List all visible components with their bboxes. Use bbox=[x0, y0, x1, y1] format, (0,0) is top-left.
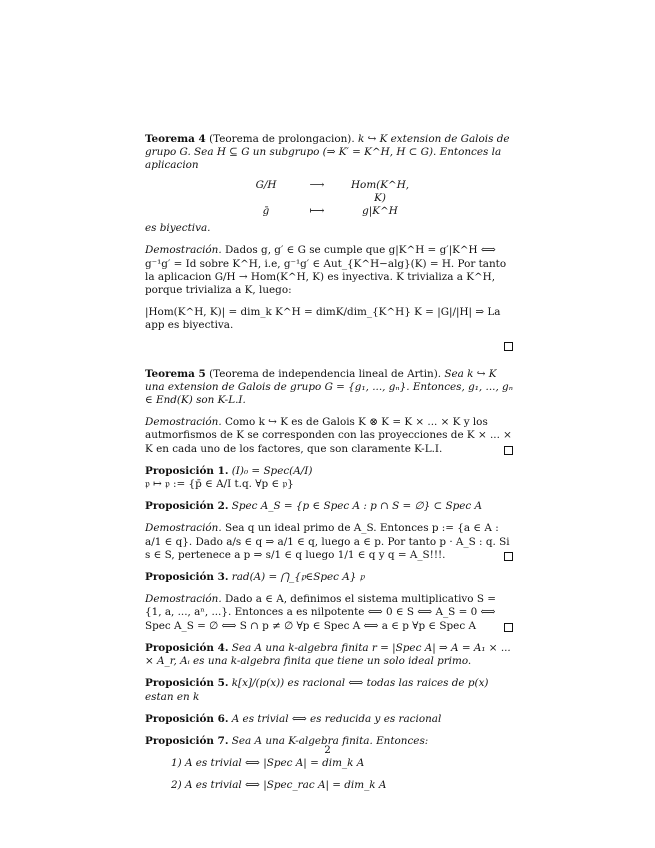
proof-2-lead: Demostración. bbox=[145, 522, 222, 535]
proposition-5-head: Proposición 5. bbox=[145, 677, 229, 690]
theorem-5-head: Teorema 5 bbox=[145, 367, 206, 380]
proposition-1-head: Proposición 1. bbox=[145, 464, 229, 477]
theorem-4-tail: es biyectiva. bbox=[145, 222, 211, 235]
theorem-4-statement: k ↪ K extension de Galois de grupo G. Sea H ⊆ G un subgrupo (⇒ K′ = K^H, H ⊂ G). Entonces la aplicacion bbox=[145, 133, 510, 172]
proposition-2 bbox=[145, 500, 513, 513]
proof-4-text: Dados g, g′ ∈ G se cumple que g|K^H = g′|K^H ⟺ g⁻¹g′ = Id sobre K^H, i.e, g⁻¹g′ ∈ Aut_{K^H−alg}(K) = H. Por tanto la aplicacion G/H → Hom(K^H, K) es inyectiva. K trivializa a K^H, porque trivializa a K, luego: bbox=[145, 244, 507, 297]
page-body bbox=[145, 133, 513, 793]
proof-2-text: Sea q un ideal primo de A_S. Entonces p := {a ∈ A : a/1 ∈ q}. Dado a/s ∈ q ⇒ a/1 ∈ q, luego a ∈ p. Por tanto p · A_S : q. Si s ∈ S, pertenece a p ⇒ s/1 ∈ q luego 1/1 ∈ q y q = A_S!!!. bbox=[145, 522, 510, 561]
proposition-3 bbox=[145, 571, 513, 584]
proposition-6-head: Proposición 6. bbox=[145, 712, 229, 725]
map-element: ḡ bbox=[262, 205, 270, 218]
proof-5-lead: Demostración. bbox=[145, 416, 222, 429]
map-arrow: ⟶ bbox=[309, 178, 325, 191]
proof-5 bbox=[145, 416, 513, 456]
proof-4 bbox=[145, 244, 513, 297]
proposition-7-item-1: 1) A es trivial ⟺ |Spec A| = dim_k A bbox=[171, 757, 365, 770]
page-number: 2 bbox=[324, 744, 331, 756]
qed-icon bbox=[504, 342, 513, 351]
proposition-2-head: Proposición 2. bbox=[145, 500, 229, 513]
proposition-4 bbox=[145, 642, 513, 668]
proposition-7-statement: Sea A una K-algebra finita. Entonces: bbox=[231, 734, 429, 747]
proposition-6-statement: A es trivial ⟺ es reducida y es racional bbox=[231, 712, 442, 725]
proof-4-equation: |Hom(K^H, K)| = dim_k K^H = dimK/dim_{K^H} K = |G|/|H| ⇒ La app es biyectiva. bbox=[145, 306, 501, 332]
map-codomain: Hom(K^H, K) bbox=[351, 178, 410, 204]
theorem-4 bbox=[145, 133, 513, 173]
proposition-7-head: Proposición 7. bbox=[145, 734, 229, 747]
proposition-2-statement: Spec A_S = {p ∈ Spec A : p ∩ S = ∅} ⊂ Spec A bbox=[231, 500, 483, 513]
proposition-1 bbox=[145, 465, 513, 491]
theorem-4-title: (Teorema de prolongacion). bbox=[209, 133, 355, 145]
proposition-5-statement: k[x]/(p(x)) es racional ⟺ todas las raices de p(x) estan en k bbox=[145, 677, 489, 703]
theorem-5-statement: Sea k ↪ K una extension de Galois de grupo G = {g₁, ..., gₙ}. Entonces, g₁, ..., gₙ ∈ End(K) son K-L.I. bbox=[145, 367, 513, 407]
map-maps-to: ⟼ bbox=[309, 205, 325, 218]
proposition-3-statement: rad(A) = ⋂_{𝔭∈Spec A} 𝔭 bbox=[231, 571, 365, 584]
proof-5-text: Como k ↪ K es de Galois K ⊗ K = K × ... × K y los autmorfismos de K se corresponden con las proyecciones de K × ... × K en cada uno de los factores, que son claramente K-L.I. bbox=[145, 416, 512, 455]
theorem-5 bbox=[145, 368, 513, 408]
theorem-4-map bbox=[145, 179, 513, 219]
proposition-5 bbox=[145, 677, 513, 703]
proof-4-lead: Demostración. bbox=[145, 244, 222, 257]
map-domain: G/H bbox=[255, 178, 277, 191]
proof-2 bbox=[145, 522, 513, 562]
proof-3-text: Dado a ∈ A, definimos el sistema multiplicativo S = {1, a, ..., aⁿ, ...}. Entonces a es nilpotente ⟺ 0 ∈ S ⟺ A_S = 0 ⟺ Spec A_S = ∅ ⟺ S ∩ p ≠ ∅ ∀p ∈ Spec A ⟺ a ∈ p ∀p ∈ Spec A bbox=[145, 593, 496, 632]
proposition-3-head: Proposición 3. bbox=[145, 571, 229, 584]
theorem-4-head: Teorema 4 bbox=[145, 133, 206, 145]
qed-icon bbox=[504, 623, 513, 632]
qed-icon bbox=[504, 446, 513, 455]
proposition-4-head: Proposición 4. bbox=[145, 641, 229, 654]
proof-3 bbox=[145, 593, 513, 633]
qed-icon bbox=[504, 552, 513, 561]
proposition-7-item-2: 2) A es trivial ⟺ |Spec_rac A| = dim_k A bbox=[171, 779, 387, 792]
proposition-1-line-2: 𝔭 ↦ 𝔭 := {p̄ ∈ A/I t.q. ∀p ∈ 𝔭} bbox=[145, 478, 294, 491]
map-image: g|K^H bbox=[362, 205, 398, 218]
proposition-6 bbox=[145, 713, 513, 726]
proposition-1-line-1: (I)₀ = Spec(A/I) bbox=[231, 464, 313, 477]
theorem-5-title: (Teorema de independencia lineal de Artin). bbox=[209, 367, 442, 380]
proposition-4-statement: Sea A una k-algebra finita r = |Spec A| ⇒ A = A₁ × ... × A_r, Aᵢ es una k-algebra finita que tiene un solo ideal primo. bbox=[145, 641, 511, 668]
proof-3-lead: Demostración. bbox=[145, 593, 222, 606]
